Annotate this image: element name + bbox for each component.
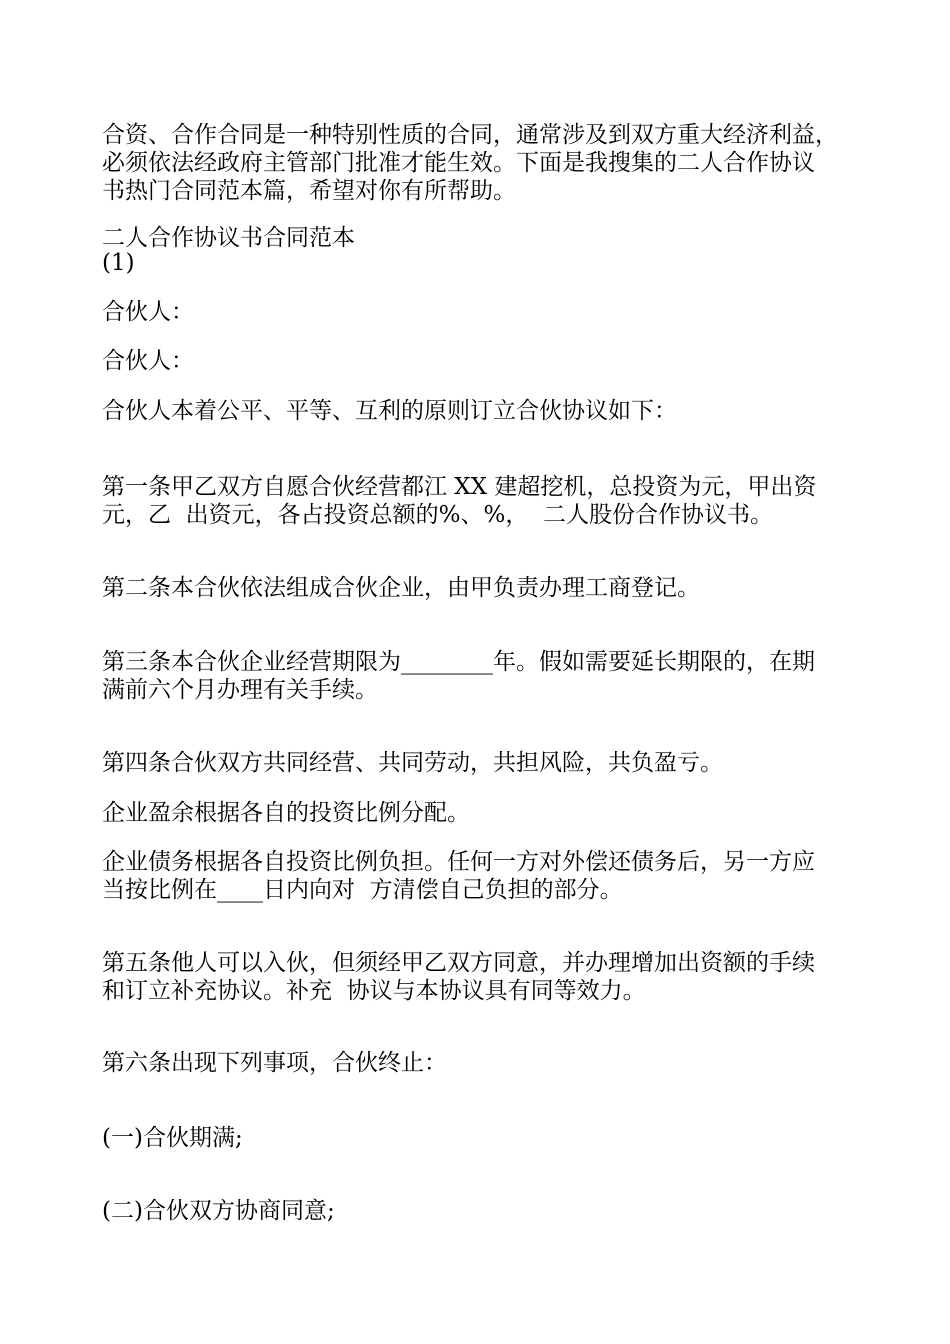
intro-line-1: 合资、合作合同是一种特别性质的合同，通常涉及到双方重大经济利益， [102,122,838,148]
termination-item-1: (一)合伙期满; [102,1125,243,1151]
termination-item-2: (二)合伙双方协商同意; [102,1198,335,1224]
article-5-line-2: 和订立补充协议。补充 协议与本协议具有同等效力。 [102,978,646,1004]
document-title-number: (1) [102,250,135,276]
debt-line-2: 当按比例在____日内向对 方清偿自己负担的部分。 [102,877,623,903]
profit-distribution-text: 企业盈余根据各自的投资比例分配。 [102,800,470,826]
article-3-line-2: 满前六个月办理有关手续。 [102,677,378,703]
document-title: 二人合作协议书合同范本 [102,225,355,251]
partner-line-1: 合伙人： [102,299,194,325]
article-3-line-1: 第三条本合伙企业经营期限为________年。假如需要延长期限的，在期 [102,649,815,675]
article-1-line-1: 第一条甲乙双方自愿合伙经营都江 XX 建超挖机，总投资为元，甲出资 [102,474,817,500]
article-1-line-2: 元，乙 出资元，各占投资总额的%、%， 二人股份合作协议书。 [102,502,773,528]
preamble-text: 合伙人本着公平、平等、互利的原则订立合伙协议如下： [102,398,677,424]
article-5-line-1: 第五条他人可以入伙，但须经甲乙双方同意，并办理增加出资额的手续 [102,950,815,976]
article-2-text: 第二条本合伙依法组成合伙企业，由甲负责办理工商登记。 [102,575,700,601]
intro-line-2: 必须依法经政府主管部门批准才能生效。下面是我搜集的二人合作协议 [102,150,815,176]
debt-line-1: 企业债务根据各自投资比例负担。任何一方对外偿还债务后，另一方应 [102,849,815,875]
partner-line-2: 合伙人： [102,348,194,374]
intro-line-3: 书热门合同范本篇，希望对你有所帮助。 [102,178,516,204]
article-4-text: 第四条合伙双方共同经营、共同劳动，共担风险，共负盈亏。 [102,750,723,776]
article-6-text: 第六条出现下列事项，合伙终止： [102,1050,447,1076]
